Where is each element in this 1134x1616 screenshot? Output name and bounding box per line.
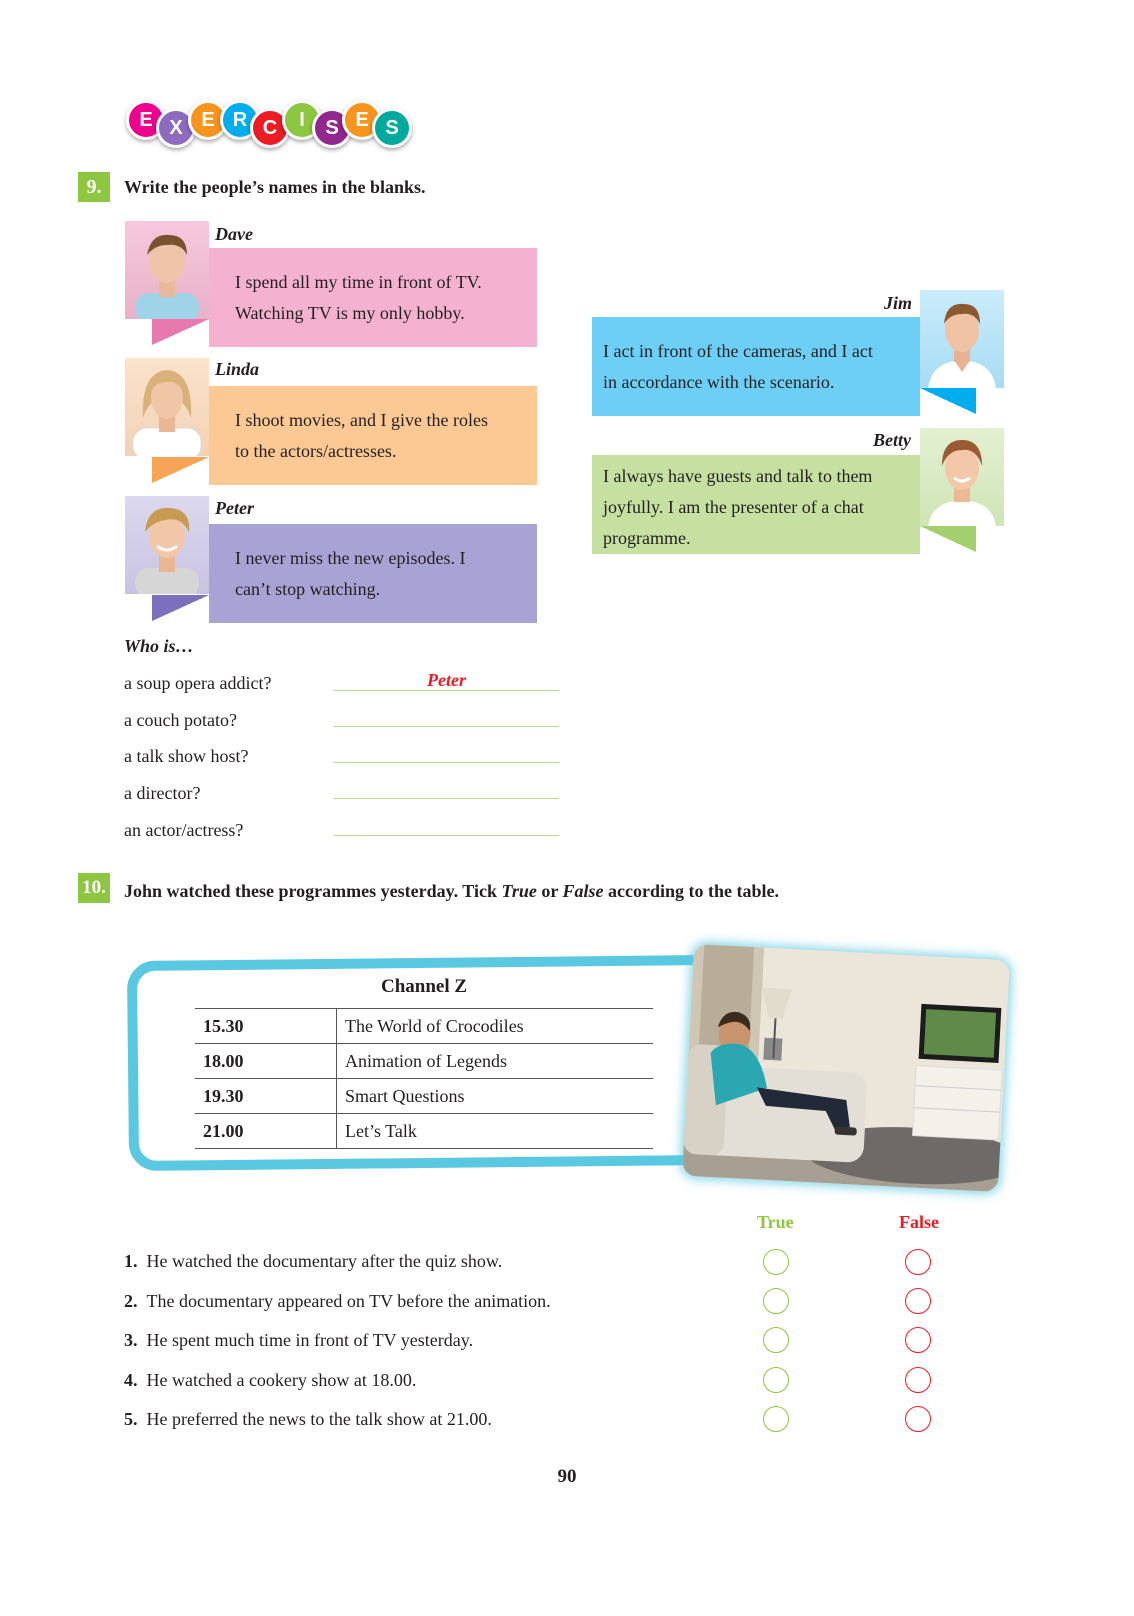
false-checkbox[interactable] <box>905 1249 931 1275</box>
answer-blank[interactable] <box>334 778 559 799</box>
question-text: an actor/actress? <box>124 820 244 840</box>
question-text: a talk show host? <box>124 746 249 766</box>
speech-line: I always have guests and talk to them <box>603 466 873 486</box>
bubble-tail <box>152 319 209 345</box>
table-row <box>195 1044 653 1079</box>
exercise-instruction: Write the people’s names in the blanks. <box>124 177 426 197</box>
speech-line: can’t stop watching. <box>235 579 381 599</box>
true-checkbox[interactable] <box>763 1406 789 1432</box>
statement-text: The documentary appeared on TV before the animation. <box>146 1291 551 1311</box>
answer-text: Peter <box>427 670 466 690</box>
programme-cell: Smart Questions <box>337 1079 654 1114</box>
person-name: Dave <box>215 224 253 244</box>
logo-letter: E <box>342 100 382 140</box>
false-checkbox[interactable] <box>905 1288 931 1314</box>
logo-letter: S <box>312 108 352 148</box>
statement-text: He preferred the news to the talk show at 21.00. <box>146 1409 492 1429</box>
instruction-text: or <box>536 881 563 901</box>
dave-speech-bubble <box>209 248 537 347</box>
dave-photo <box>125 221 209 319</box>
table-row <box>195 1114 653 1149</box>
logo-letter: E <box>188 100 228 140</box>
peter-photo <box>125 496 209 594</box>
answer-blank[interactable] <box>334 742 559 763</box>
true-checkbox[interactable] <box>763 1249 789 1275</box>
false-checkbox[interactable] <box>905 1406 931 1432</box>
schedule-table <box>195 1008 653 1149</box>
statement-text: He watched a cookery show at 18.00. <box>146 1370 417 1390</box>
time-cell: 18.00 <box>195 1044 337 1079</box>
betty-speech-bubble <box>592 455 920 554</box>
linda-photo <box>125 358 209 456</box>
exercise-instruction <box>124 881 779 902</box>
answer-blank[interactable] <box>334 670 559 691</box>
speech-line: I spend all my time in front of TV. <box>235 272 482 292</box>
false-checkbox[interactable] <box>905 1367 931 1393</box>
logo-letter: S <box>372 108 412 148</box>
statement-number: 2. <box>124 1291 138 1311</box>
jim-speech-bubble <box>592 317 920 416</box>
speech-line: I never miss the new episodes. I <box>235 548 466 568</box>
person-name: Peter <box>215 498 254 518</box>
true-checkbox[interactable] <box>763 1367 789 1393</box>
linda-speech-bubble <box>209 386 537 485</box>
time-cell: 21.00 <box>195 1114 337 1149</box>
page-number: 90 <box>557 1466 577 1487</box>
time-cell: 15.30 <box>195 1009 337 1044</box>
statement-number: 5. <box>124 1409 138 1429</box>
instruction-true: True <box>501 881 537 901</box>
speech-line: in accordance with the scenario. <box>603 372 835 392</box>
table-title-text: Channel Z <box>380 976 468 997</box>
jim-photo <box>920 290 1004 388</box>
speech-line: to the actors/actresses. <box>235 441 397 461</box>
logo-letter: C <box>250 108 290 148</box>
speech-line: joyfully. I am the presenter of a chat <box>603 497 864 517</box>
statement <box>124 1409 492 1430</box>
instruction-false: False <box>562 881 604 901</box>
speech-line: Watching TV is my only hobby. <box>235 303 465 323</box>
statement-text: He spent much time in front of TV yesterday. <box>146 1330 474 1350</box>
logo-letter: X <box>156 108 196 148</box>
person-name: Linda <box>215 359 260 379</box>
betty-photo <box>920 428 1004 526</box>
statement-number: 1. <box>124 1251 138 1271</box>
speech-line: I shoot movies, and I give the roles <box>235 410 488 430</box>
statement <box>124 1370 416 1391</box>
table-row <box>195 1009 653 1044</box>
time-cell: 19.30 <box>195 1079 337 1114</box>
speech-line: I act in front of the cameras, and I act <box>603 341 873 361</box>
bubble-tail <box>920 526 976 552</box>
programme-cell: Animation of Legends <box>337 1044 654 1079</box>
instruction-text: John watched these programmes yesterday. Tick <box>124 881 502 901</box>
peter-speech-bubble <box>209 524 537 623</box>
bubble-tail <box>920 388 976 414</box>
person-name: Jim <box>884 293 913 313</box>
table-row <box>195 1079 653 1114</box>
table-title <box>195 976 653 998</box>
who-is-heading: Who is… <box>124 636 194 656</box>
statement <box>124 1251 502 1272</box>
true-checkbox[interactable] <box>763 1327 789 1353</box>
exercise-number: 9. <box>78 172 110 202</box>
statement-number: 3. <box>124 1330 138 1350</box>
answer-blank[interactable] <box>334 815 559 836</box>
statement <box>124 1291 551 1312</box>
speech-line: programme. <box>603 528 691 548</box>
false-checkbox[interactable] <box>905 1327 931 1353</box>
true-checkbox[interactable] <box>763 1288 789 1314</box>
exercise-number: 10. <box>78 873 110 903</box>
logo-letter: I <box>282 100 322 140</box>
question-text: a director? <box>124 783 201 803</box>
statement <box>124 1330 473 1351</box>
statement-text: He watched the documentary after the quiz show. <box>146 1251 503 1271</box>
person-name: Betty <box>873 430 911 450</box>
logo-letter: R <box>220 100 260 140</box>
question-text: a soup opera addict? <box>124 673 272 693</box>
exercises-logo <box>126 100 416 150</box>
programme-cell: The World of Crocodiles <box>337 1009 654 1044</box>
living-room-photo <box>682 944 1010 1192</box>
bubble-tail <box>152 457 209 483</box>
bubble-tail <box>152 595 209 621</box>
answer-blank[interactable] <box>334 706 559 727</box>
false-column-label: False <box>899 1212 939 1232</box>
programme-cell: Let’s Talk <box>337 1114 654 1149</box>
statement-number: 4. <box>124 1370 138 1390</box>
logo-letter: E <box>126 100 166 140</box>
instruction-text: according to the table. <box>603 881 780 901</box>
true-column-label: True <box>757 1212 794 1232</box>
question-text: a couch potato? <box>124 710 237 730</box>
